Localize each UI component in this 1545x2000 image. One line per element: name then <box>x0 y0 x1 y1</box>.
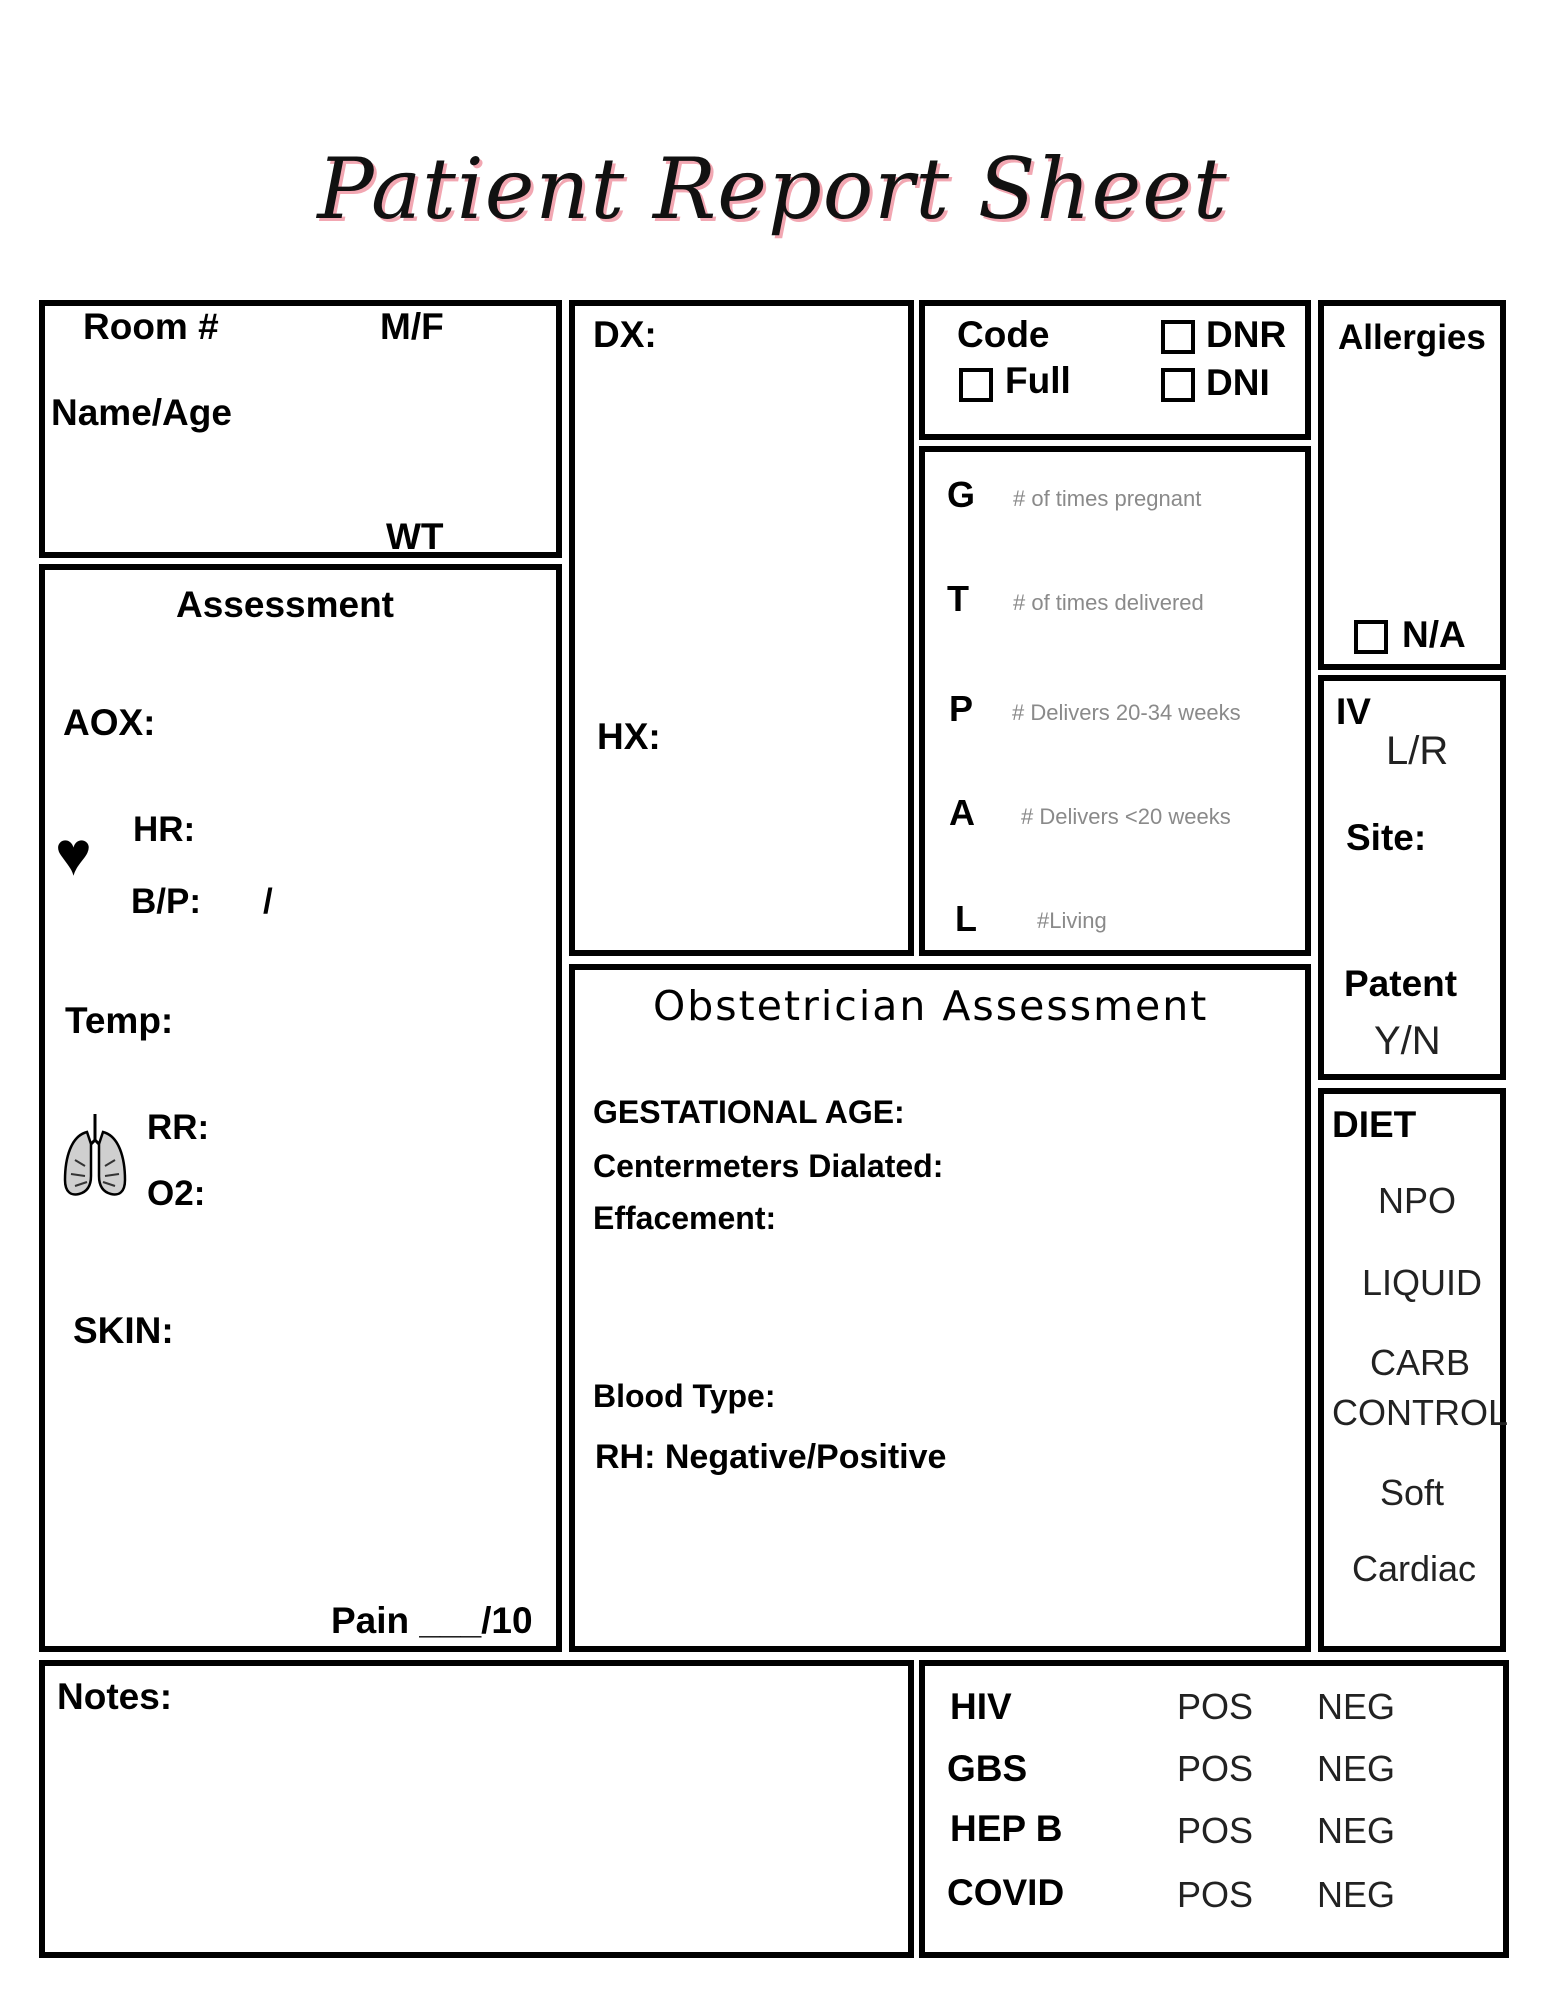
iv-site-label: Site: <box>1346 817 1427 858</box>
gtpal-hint-t: # of times delivered <box>1013 590 1204 615</box>
ob-heading: Obstetrician Assessment <box>653 982 1209 1030</box>
lab-gbs-neg[interactable]: NEG <box>1317 1748 1396 1789</box>
iv-side: L/R <box>1386 729 1449 773</box>
lab-hiv-neg[interactable]: NEG <box>1317 1686 1396 1727</box>
blood-type-label: Blood Type: <box>593 1378 776 1414</box>
temp-label: Temp: <box>65 1000 174 1041</box>
lab-name-covid: COVID <box>947 1872 1065 1913</box>
rh-label: RH: Negative/Positive <box>595 1438 947 1476</box>
allergies-box <box>1318 300 1506 670</box>
hr-label: HR: <box>133 810 196 849</box>
name-age-label: Name/Age <box>51 392 232 433</box>
lab-covid-neg[interactable]: NEG <box>1317 1874 1396 1915</box>
gtpal-letter-p: P <box>949 688 974 729</box>
lab-hepb-pos[interactable]: POS <box>1177 1810 1254 1851</box>
rr-label: RR: <box>147 1108 210 1147</box>
ob-assessment-box <box>569 964 1311 1652</box>
patient-info-box <box>39 300 562 558</box>
lab-gbs-pos[interactable]: POS <box>1177 1748 1254 1789</box>
code-status-box <box>919 300 1311 440</box>
gtpal-hint-g: # of times pregnant <box>1013 486 1202 511</box>
dni-checkbox[interactable] <box>1161 368 1195 402</box>
bp-slash: / <box>263 882 273 921</box>
diet-npo[interactable]: NPO <box>1378 1180 1457 1221</box>
allergies-na-checkbox[interactable] <box>1354 620 1388 654</box>
skin-label: SKIN: <box>73 1310 174 1351</box>
diet-control[interactable]: CONTROL <box>1332 1392 1509 1433</box>
iv-patent-label: Patent <box>1344 963 1458 1004</box>
diet-liquid[interactable]: LIQUID <box>1362 1262 1483 1303</box>
heart-icon: ♥ <box>55 820 92 889</box>
o2-label: O2: <box>147 1174 206 1213</box>
gtpal-letter-t: T <box>947 578 969 619</box>
gtpal-hint-p: # Delivers 20-34 weeks <box>1012 700 1241 725</box>
aox-label: AOX: <box>63 702 156 743</box>
hx-label: HX: <box>597 716 661 757</box>
code-label: Code <box>957 314 1050 355</box>
bp-label: B/P: <box>131 882 201 921</box>
lab-name-hepb: HEP B <box>950 1808 1063 1849</box>
dni-label: DNI <box>1206 362 1270 403</box>
pain-label: Pain ___/10 <box>331 1600 533 1641</box>
dnr-label: DNR <box>1206 314 1287 355</box>
notes-label: Notes: <box>57 1676 173 1717</box>
weight-label: WT <box>386 516 444 557</box>
assessment-heading: Assessment <box>176 584 395 625</box>
lab-name-gbs: GBS <box>947 1748 1028 1789</box>
diet-label: DIET <box>1332 1104 1417 1145</box>
assessment-box <box>39 564 562 1652</box>
gtpal-letter-a: A <box>949 792 975 833</box>
sex-label: M/F <box>380 306 444 347</box>
gtpal-hint-l: #Living <box>1037 908 1107 933</box>
diet-cardiac[interactable]: Cardiac <box>1352 1548 1477 1589</box>
lab-name-hiv: HIV <box>950 1686 1012 1727</box>
gtpal-letter-g: G <box>947 474 976 515</box>
lab-hepb-neg[interactable]: NEG <box>1317 1810 1396 1851</box>
full-code-label: Full <box>1005 360 1071 401</box>
lab-covid-pos[interactable]: POS <box>1177 1874 1254 1915</box>
labs-box <box>919 1660 1509 1958</box>
lab-hiv-pos[interactable]: POS <box>1177 1686 1254 1727</box>
dx-hx-box <box>569 300 914 956</box>
allergies-label: Allergies <box>1338 318 1486 357</box>
allergies-na-label: N/A <box>1402 614 1466 655</box>
dx-label: DX: <box>593 314 657 355</box>
iv-label: IV <box>1336 691 1371 732</box>
room-label: Room # <box>83 306 219 347</box>
iv-patent-yn: Y/N <box>1374 1019 1441 1063</box>
gtpal-hint-a: # Delivers <20 weeks <box>1021 804 1231 829</box>
dilated-label: Centermeters Dialated: <box>593 1148 944 1184</box>
diet-carb[interactable]: CARB <box>1370 1342 1471 1383</box>
gtpal-letter-l: L <box>955 898 977 939</box>
diet-box <box>1318 1088 1509 1652</box>
lungs-icon <box>61 1110 129 1200</box>
gtpal-box <box>919 446 1311 956</box>
gestational-age-label: GESTATIONAL AGE: <box>593 1094 905 1130</box>
effacement-label: Effacement: <box>593 1200 777 1236</box>
full-code-checkbox[interactable] <box>959 368 993 402</box>
dnr-checkbox[interactable] <box>1161 320 1195 354</box>
iv-box <box>1318 675 1506 1080</box>
notes-box <box>39 1660 914 1958</box>
diet-soft[interactable]: Soft <box>1380 1472 1445 1513</box>
page-title: Patient Report Sheet <box>317 140 1228 238</box>
